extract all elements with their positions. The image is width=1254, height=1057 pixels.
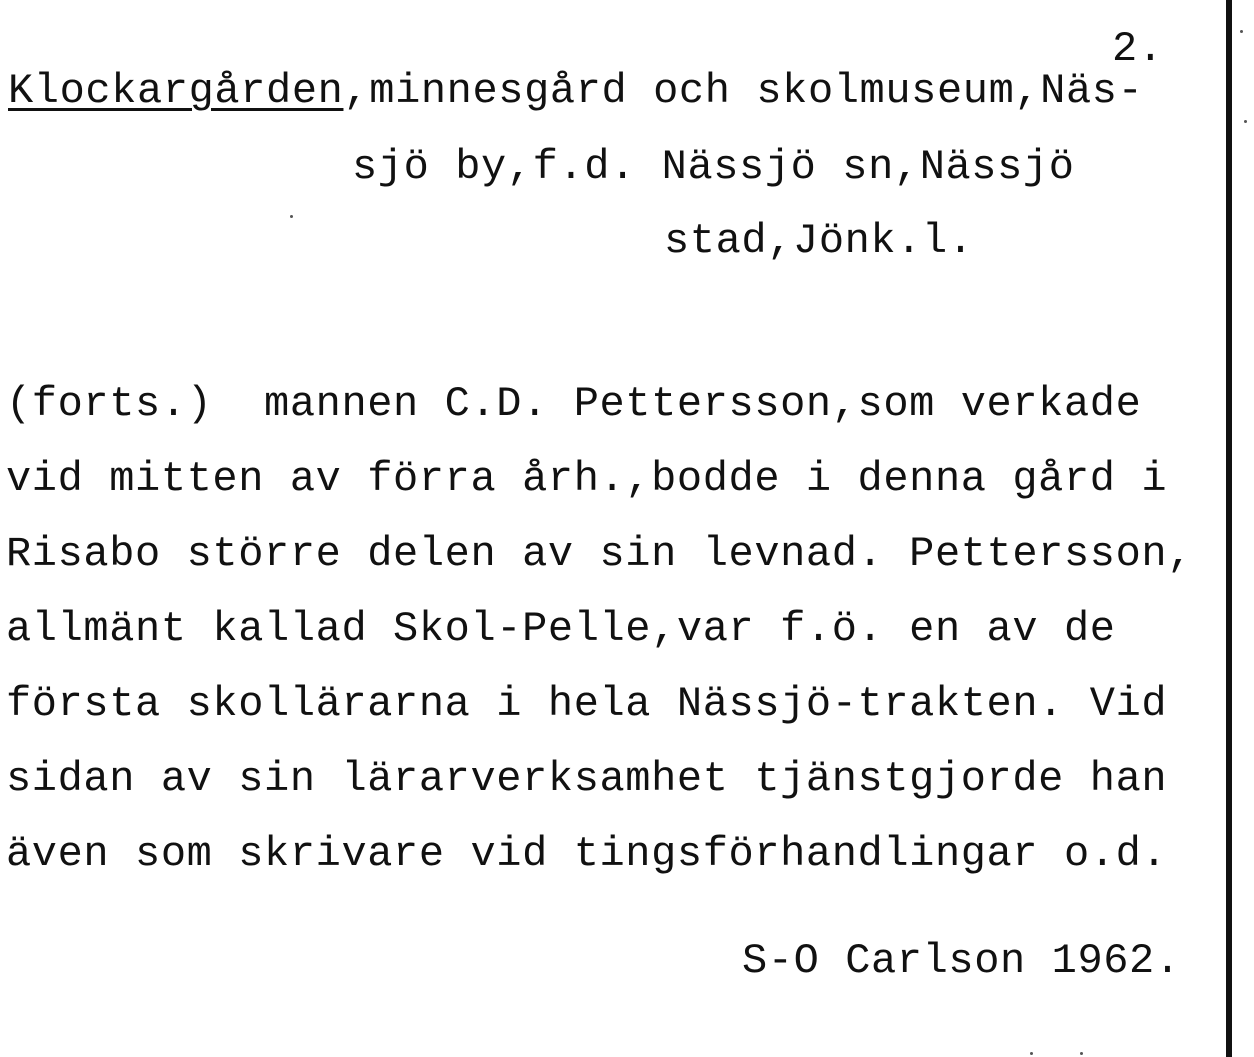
heading-line-2: sjö by,f.d. Nässjö sn,Nässjö (352, 143, 1075, 191)
scan-speck (1240, 30, 1243, 33)
heading-line-3: stad,Jönk.l. (664, 217, 974, 265)
place-name: Klockargården (8, 67, 344, 115)
scan-speck (1080, 1052, 1083, 1055)
signature: S-O Carlson 1962. (742, 937, 1181, 985)
heading-line-1 (8, 67, 1144, 115)
body-line-7: även som skrivare vid tingsförhandlingar o.d. (6, 830, 1168, 878)
body-line-2: vid mitten av förra årh.,bodde i denna gård i (6, 455, 1168, 503)
page-number: 2. (1112, 25, 1164, 73)
heading-line-1-rest: ,minnesgård och skolmuseum,Näs- (343, 67, 1144, 115)
body-line-6: sidan av sin lärarverksamhet tjänstgjorde han (6, 755, 1168, 803)
body-line-4: allmänt kallad Skol-Pelle,var f.ö. en av de (6, 605, 1116, 653)
card-edge-rule (1226, 0, 1232, 1057)
body-line-3: Risabo större delen av sin levnad. Pettersson, (6, 530, 1193, 578)
body-line-5: första skollärarna i hela Nässjö-trakten. Vid (6, 680, 1168, 728)
body-line-1: (forts.) mannen C.D. Pettersson,som verkade (6, 380, 1142, 428)
scan-speck (290, 215, 293, 218)
scan-speck (1244, 120, 1247, 123)
scan-speck (1030, 1052, 1033, 1055)
